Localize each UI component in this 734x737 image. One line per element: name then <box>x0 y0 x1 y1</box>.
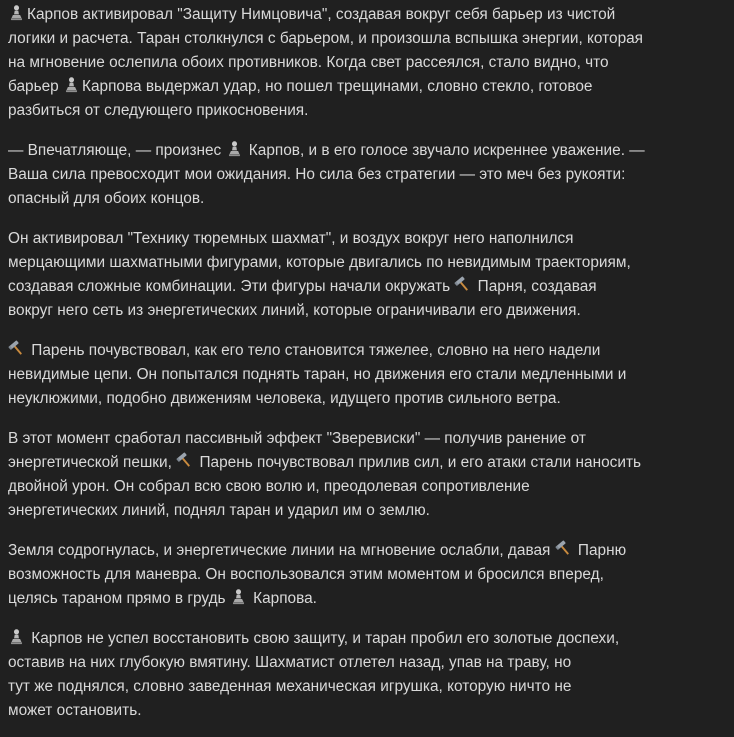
text-line <box>8 699 730 723</box>
text-segment: энергетической пешки, <box>8 454 177 471</box>
text-segment: Парню <box>573 542 627 559</box>
text-segment: создавая сложные комбинации. Эти фигуры начали окружать <box>8 278 455 295</box>
text-line <box>8 275 730 299</box>
chess-pawn-icon <box>8 4 25 21</box>
text-line <box>8 499 730 523</box>
text-line <box>8 563 730 587</box>
paragraph-barrier <box>8 3 730 123</box>
text-segment: оставив на них глубокую вмятину. Шахматист отлетел назад, упав на траву, но <box>8 654 572 671</box>
text-segment: В этот момент сработал пассивный эффект "Зверевиски" — получив ранение от <box>8 430 586 447</box>
text-segment: вокруг него сеть из энергетических линий, которые ограничивали его движения. <box>8 302 581 319</box>
text-line <box>8 387 730 411</box>
text-segment: Карпов не успел восстановить свою защиту, и таран пробил его золотые доспехи, <box>27 630 620 647</box>
text-segment: — Впечатляюще, — произнес <box>8 142 226 159</box>
text-line <box>8 99 730 123</box>
text-line <box>8 339 730 363</box>
text-line <box>8 651 730 675</box>
chess-pawn-icon <box>63 76 80 93</box>
text-line <box>8 3 730 27</box>
paragraph-karpov-speech <box>8 139 730 211</box>
chess-pawn-icon <box>8 628 25 645</box>
hammer-icon <box>555 540 572 557</box>
text-segment: на мгновение ослепила обоих противников. Когда свет рассеялся, стало видно, что <box>8 54 609 71</box>
text-line <box>8 587 730 611</box>
text-line <box>8 27 730 51</box>
text-line <box>8 251 730 275</box>
paragraph-passive-effect <box>8 427 730 523</box>
text-line <box>8 163 730 187</box>
text-line <box>8 139 730 163</box>
text-segment: Парня, создавая <box>473 278 597 295</box>
paragraph-earth-shook <box>8 539 730 611</box>
text-segment: двойной урон. Он собрал всю свою волю и, преодолевая сопротивление <box>8 478 530 495</box>
text-segment: возможность для маневра. Он воспользовался этим моментом и бросился вперед, <box>8 566 604 583</box>
text-segment: логики и расчета. Таран столкнулся с барьером, и произошла вспышка энергии, которая <box>8 30 644 47</box>
text-segment: разбиться от следующего прикосновения. <box>8 102 309 119</box>
text-segment: тут же поднялся, словно заведенная механическая игрушка, которую ничто не <box>8 678 572 695</box>
text-line <box>8 475 730 499</box>
text-segment: Карпов, и в его голосе звучало искреннее уважение. — <box>244 142 645 159</box>
chess-pawn-icon <box>230 588 247 605</box>
text-line <box>8 299 730 323</box>
text-line <box>8 75 730 99</box>
paragraph-armor-pierced <box>8 627 730 723</box>
text-segment: Он активировал "Технику тюремных шахмат", и воздух вокруг него наполнился <box>8 230 574 247</box>
text-line <box>8 427 730 451</box>
text-line <box>8 627 730 651</box>
paragraph-prison-chess <box>8 227 730 323</box>
text-segment: Карпова. <box>248 590 317 607</box>
chess-pawn-icon <box>226 140 243 157</box>
text-segment: Ваша сила превосходит мои ожидания. Но сила без стратегии — это меч без рукояти: <box>8 166 626 183</box>
hammer-icon <box>8 340 25 357</box>
text-line <box>8 363 730 387</box>
text-line <box>8 227 730 251</box>
text-line <box>8 451 730 475</box>
hammer-icon <box>176 452 193 469</box>
text-line <box>8 51 730 75</box>
text-segment: энергетических линий, поднял таран и ударил им о землю. <box>8 502 430 519</box>
text-line <box>8 187 730 211</box>
text-segment: Карпов активировал "Защиту Нимцовича", создавая вокруг себя барьер из чистой <box>27 6 616 23</box>
text-segment: Парень почувствовал, как его тело становится тяжелее, словно на него надели <box>27 342 601 359</box>
paragraph-heavy-body <box>8 339 730 411</box>
hammer-icon <box>454 276 471 293</box>
text-segment: барьер <box>8 78 63 95</box>
text-segment: неуклюжими, подобно движениям человека, идущего против сильного ветра. <box>8 390 561 407</box>
text-segment: Карпова выдержал удар, но пошел трещинами, словно стекло, готовое <box>82 78 593 95</box>
text-line <box>8 539 730 563</box>
text-segment: мерцающими шахматными фигурами, которые двигались по невидимым траекториям, <box>8 254 631 271</box>
text-line <box>8 675 730 699</box>
text-segment: Земля содрогнулась, и энергетические линии на мгновение ослабли, давая <box>8 542 555 559</box>
text-segment: Парень почувствовал прилив сил, и его атаки стали наносить <box>195 454 642 471</box>
text-segment: невидимые цепи. Он попытался поднять таран, но движения его стали медленными и <box>8 366 627 383</box>
text-segment: может остановить. <box>8 702 142 719</box>
text-segment: целясь тараном прямо в грудь <box>8 590 230 607</box>
text-segment: опасный для обоих концов. <box>8 190 205 207</box>
